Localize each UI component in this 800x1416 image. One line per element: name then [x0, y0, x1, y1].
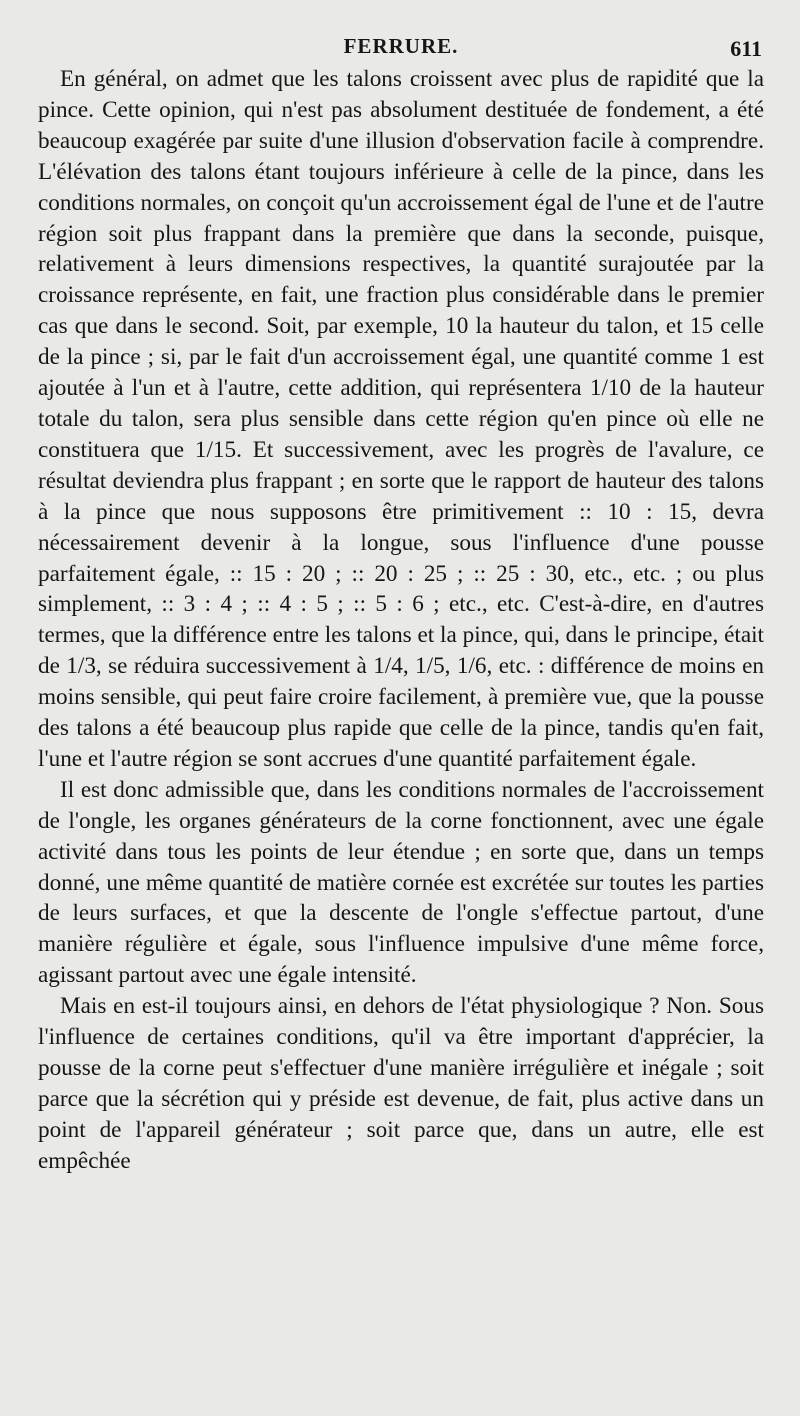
running-header	[38, 28, 764, 64]
paragraph-1: En général, on admet que les talons croissent avec plus de rapidité que la pince. Cette opinion, qui n'est pas absolument destituée de fondement, a été beaucoup exagérée par suite d'une illusion d'observation facile à comprendre. L'élévation des talons étant toujours inférieure à celle de la pince, dans les conditions normales, on conçoit qu'un accroissement égal de l'une et de l'autre région soit plus frappant dans la première que dans la seconde, puisque, relativement à leurs dimensions respectives, la quantité surajoutée par la croissance représente, en fait, une fraction plus considérable dans le premier cas que dans le second. Soit, par exemple, 10 la hauteur du talon, et 15 celle de la pince ; si, par le fait d'un accroissement égal, une quantité comme 1 est ajoutée à l'un et à l'autre, cette addition, qui représentera 1/10 de la hauteur totale du talon, sera plus sensible dans cette région qu'en pince où elle ne constituera que 1/15. Et successivement, avec les progrès de l'avalure, ce résultat deviendra plus frappant ; en sorte que le rapport de hauteur des talons à la pince que nous supposons être primitivement :: 10 : 15, devra nécessairement devenir à la longue, sous l'influence d'une pousse parfaitement égale, :: 15 : 20 ; :: 20 : 25 ; :: 25 : 30, etc., etc. ; ou plus simplement, :: 3 : 4 ; :: 4 : 5 ; :: 5 : 6 ; etc., etc. C'est-à-dire, en d'autres termes, que la différence entre les talons et la pince, qui, dans le principe, était de 1/3, se réduira successivement à 1/4, 1/5, 1/6, etc. : différence de moins en moins sensible, qui peut faire croire facilement, à première vue, que la pousse des talons a été beaucoup plus rapide que celle de la pince, tandis qu'en fait, l'une et l'autre région se sont accrues d'une quantité parfaitement égale.	[38, 66, 764, 772]
paragraph-3: Mais en est-il toujours ainsi, en dehors de l'état physiologique ? Non. Sous l'influence de certaines conditions, qu'il va être important d'apprécier, la pousse de la corne peut s'effectuer d'une manière irrégulière et inégale ; soit parce que la sécrétion qui y préside est devenue, de fait, plus active dans un point de l'appareil générateur ; soit parce que, dans un autre, elle est empêchée	[38, 993, 764, 1174]
page-number: 611	[730, 36, 762, 61]
running-title: FERRURE.	[343, 34, 459, 58]
paragraph-2: Il est donc admissible que, dans les conditions normales de l'accroissement de l'ongle, les organes générateurs de la corne fonctionnent, avec une égale activité dans tous les points de leur étendue ; en sorte que, dans un temps donné, une même quantité de matière cornée est excrétée sur toutes les parties de leurs surfaces, et que la descente de l'ongle s'effectue partout, d'une manière régulière et égale, sous l'influence impulsive d'une même force, agissant partout avec une égale intensité.	[38, 776, 764, 989]
body-text	[38, 64, 764, 1177]
